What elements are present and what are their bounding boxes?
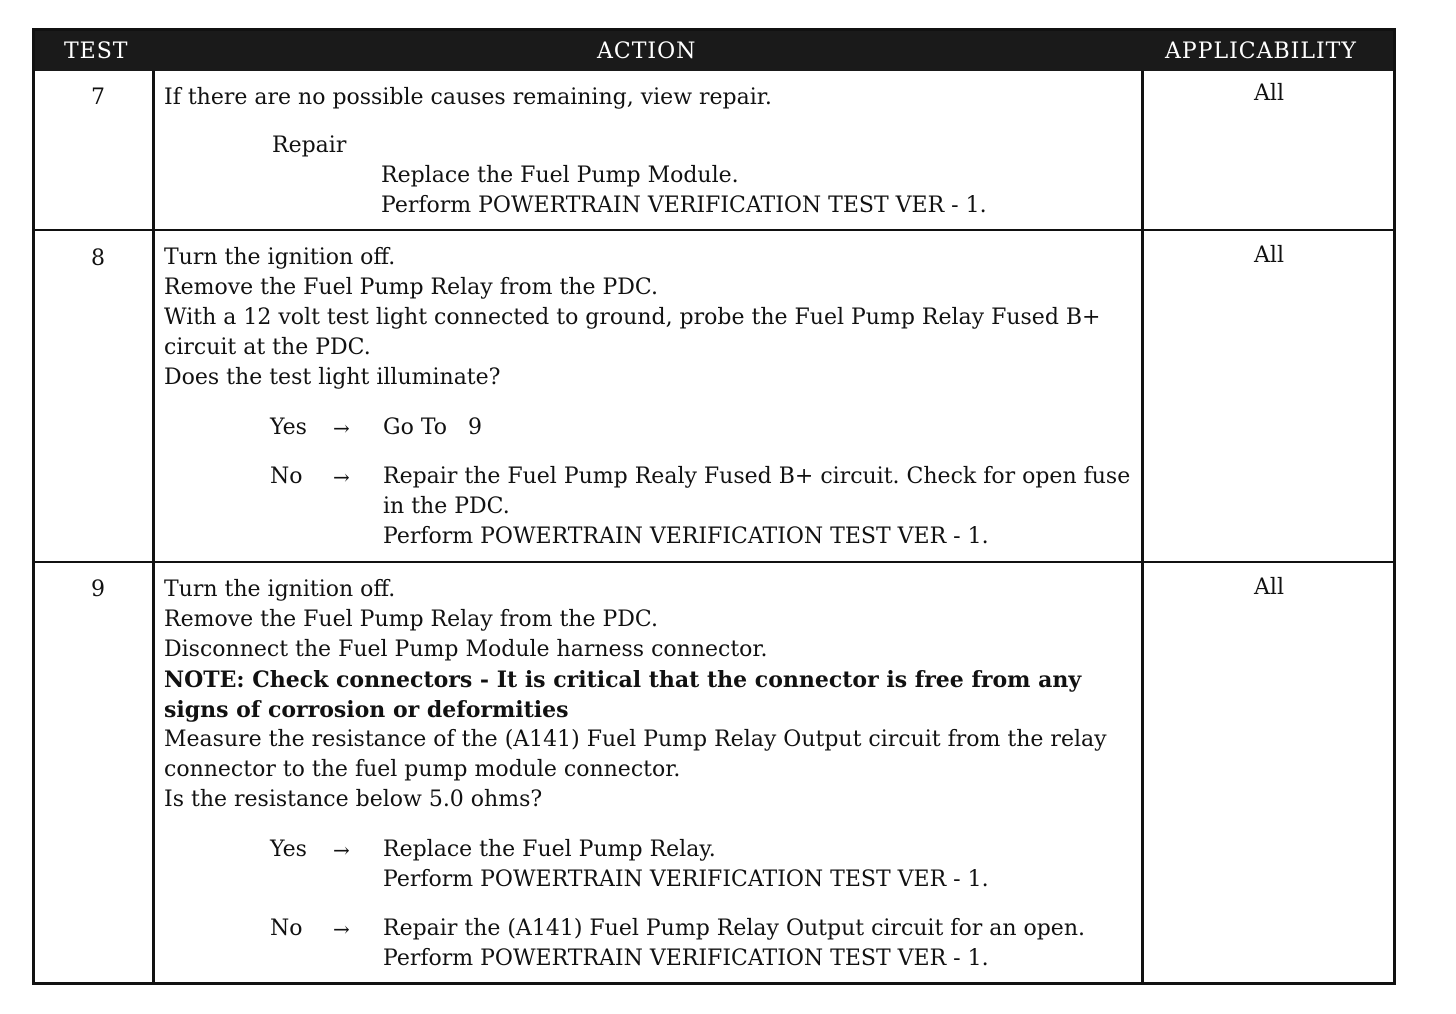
action-line: Is the resistance below 5.0 ohms? [164,787,543,812]
yes-line: Replace the Fuel Pump Relay. [383,837,716,862]
header-action: ACTION [597,39,697,64]
applicability-value: All [1254,81,1284,106]
row-divider [35,229,1393,231]
arrow-icon: → [333,838,350,862]
header-applicability: APPLICABILITY [1165,39,1357,64]
action-line: Does the test light illuminate? [164,365,501,390]
arrow-icon: → [333,416,350,440]
no-label: No [270,464,303,489]
table-header [35,31,1393,71]
no-label: No [270,916,303,941]
yes-line: Perform POWERTRAIN VERIFICATION TEST VER - 1. [383,867,989,892]
note-line: signs of corrosion or deformities [164,697,569,723]
repair-line: Replace the Fuel Pump Module. [381,163,739,188]
header-test: TEST [64,39,129,64]
action-line: Remove the Fuel Pump Relay from the PDC. [164,275,658,300]
applicability-value: All [1254,243,1284,268]
test-number: 8 [91,246,105,271]
action-line: Remove the Fuel Pump Relay from the PDC. [164,607,658,632]
arrow-icon: → [333,917,350,941]
yes-line: Go To 9 [383,415,482,440]
test-number: 9 [91,577,105,602]
no-line: Repair the (A141) Fuel Pump Relay Output circuit for an open. [383,916,1085,941]
repair-label: Repair [272,133,347,158]
no-line: Repair the Fuel Pump Realy Fused B+ circuit. Check for open fuse [383,464,1131,489]
action-line: Disconnect the Fuel Pump Module harness connector. [164,637,768,662]
arrow-icon: → [333,465,350,489]
no-line: Perform POWERTRAIN VERIFICATION TEST VER - 1. [383,524,989,549]
column-divider [152,71,155,982]
action-line: If there are no possible causes remaining, view repair. [164,85,772,110]
yes-label: Yes [270,837,307,862]
action-line: With a 12 volt test light connected to ground, probe the Fuel Pump Relay Fused B+ [164,305,1101,330]
action-line: Turn the ignition off. [164,577,396,602]
row-divider [35,561,1393,563]
column-divider [1141,71,1144,982]
applicability-value: All [1254,575,1284,600]
diagnostic-table [32,28,1396,985]
no-line: in the PDC. [383,494,510,519]
action-line: Measure the resistance of the (A141) Fuel Pump Relay Output circuit from the relay [164,727,1107,752]
note-line: NOTE: Check connectors - It is critical that the connector is free from any [164,667,1082,693]
action-line: connector to the fuel pump module connector. [164,757,681,782]
action-line: Turn the ignition off. [164,245,396,270]
repair-line: Perform POWERTRAIN VERIFICATION TEST VER - 1. [381,193,987,218]
action-line: circuit at the PDC. [164,335,371,360]
yes-label: Yes [270,415,307,440]
test-number: 7 [91,85,105,110]
no-line: Perform POWERTRAIN VERIFICATION TEST VER - 1. [383,946,989,971]
